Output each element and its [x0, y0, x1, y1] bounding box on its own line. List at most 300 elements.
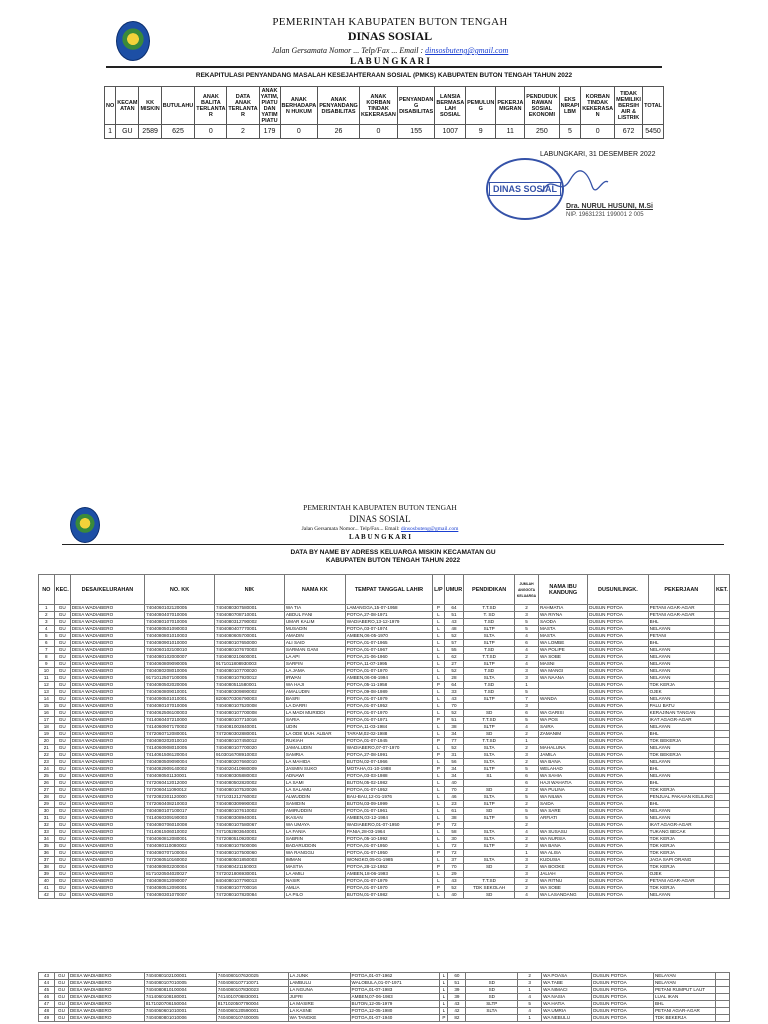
- table-cell: WA SOBE: [538, 654, 587, 661]
- table-cell: TDK BEKERJA: [648, 738, 714, 745]
- table-cell: 29: [444, 871, 464, 878]
- table-cell: SLTP: [464, 626, 515, 633]
- table-cell: 2: [515, 864, 539, 871]
- table-cell: DESA WADIABERO: [68, 994, 144, 1001]
- table-cell: 42: [39, 892, 55, 899]
- table-cell: POTOA,03-07-1974: [345, 626, 432, 633]
- table-cell: GU: [54, 640, 70, 647]
- table-cell: 7404080810100004: [144, 987, 216, 994]
- table-cell: 7472060510160002: [145, 857, 215, 864]
- table-cell: T.SD: [464, 668, 515, 675]
- table-cell: POTOA,12-05-1980: [350, 1008, 440, 1015]
- table-cell: [466, 1015, 518, 1022]
- table-cell: SD: [464, 787, 515, 794]
- agency-address-2: Jalan Gersamata Nomor... Telp/Fax... Email: dinsosbuteng@gmail.com: [301, 526, 459, 532]
- table-cell: POTOA,01-07-1979: [345, 696, 432, 703]
- signature-svg: [540, 170, 610, 200]
- table-cell: WA UMRIA: [542, 1008, 592, 1015]
- table-cell: POTOA,05-10-1992: [345, 836, 432, 843]
- table-cell: LA ODE MUH. ALBAR: [284, 731, 345, 738]
- table-cell: L: [433, 626, 445, 633]
- table-cell: [715, 973, 729, 980]
- table-cell: DESA WADIABERO: [70, 843, 144, 850]
- table-cell: 40: [39, 878, 55, 885]
- table-cell: 1: [515, 682, 539, 689]
- table-cell: 48: [39, 1008, 55, 1015]
- table-cell: 7404080501090003: [145, 626, 215, 633]
- table-cell: T.T.SD: [464, 717, 515, 724]
- table-cell: NELAYAN: [648, 759, 714, 766]
- table-cell: ALI SAID: [284, 640, 345, 647]
- table-row: [39, 815, 730, 822]
- table-cell: 1: [518, 1015, 542, 1022]
- table-cell: RUKIAH: [284, 738, 345, 745]
- table-cell: 7404080512090001: [145, 885, 215, 892]
- table-cell: GU: [54, 675, 70, 682]
- table-cell: 7472082301120000: [145, 794, 215, 801]
- table-row: [39, 661, 730, 668]
- table-cell: 38: [444, 724, 464, 731]
- table-cell: [715, 1008, 729, 1015]
- table-cell: 46: [39, 994, 55, 1001]
- table-cell: LA PILO: [284, 892, 345, 899]
- table-cell: DUSUN POTOA: [588, 836, 649, 843]
- table-row: [39, 1001, 730, 1008]
- table-cell: ADNAWI: [284, 773, 345, 780]
- table-cell: 43: [39, 973, 55, 980]
- recap-col-header: ANAK BALITA TERLANTA R: [195, 87, 227, 125]
- table-cell: GU: [54, 647, 70, 654]
- table-cell: WADIABERO,13-12-1979: [345, 619, 432, 626]
- table-cell: 7404060102120005: [145, 605, 215, 612]
- table-cell: 7404080207660010: [214, 759, 284, 766]
- table-cell: 7404082909140002: [145, 766, 215, 773]
- table-cell: 52: [444, 745, 464, 752]
- table-cell: DUSUN POTOA: [588, 640, 649, 647]
- table-cell: 7404080812090007: [145, 878, 215, 885]
- recap-cell: 0: [280, 125, 318, 139]
- table-cell: KUDUSIA: [538, 857, 587, 864]
- table-cell: 3: [515, 668, 539, 675]
- table-cell: 7404080210600001: [214, 654, 284, 661]
- table-cell: 7404080107700020: [214, 668, 284, 675]
- table-cell: DESA WADIABERO: [70, 640, 144, 647]
- gov-name: PEMERINTAH KABUPATEN BUTON TENGAH: [272, 16, 508, 28]
- table-cell: POTOA,01-07-1945: [345, 738, 432, 745]
- table-cell: PETANI AGAR-AGAR: [648, 605, 714, 612]
- table-cell: DUSUN POTOA: [588, 612, 649, 619]
- table-cell: DESA WADIABERO: [70, 766, 144, 773]
- table-cell: 3: [515, 857, 539, 864]
- table-cell: 6: [515, 773, 539, 780]
- table-cell: 7414060908010005: [145, 745, 215, 752]
- table-cell: GU: [54, 1001, 68, 1008]
- table-cell: 7404080107100017: [145, 808, 215, 815]
- table-cell: DUSUN POTOA: [588, 626, 649, 633]
- table-cell: [466, 973, 518, 980]
- table-row: [39, 878, 730, 885]
- table-cell: 64: [444, 682, 464, 689]
- table-cell: GU: [54, 885, 70, 892]
- table-cell: JUFRI: [288, 994, 350, 1001]
- table-row: [39, 836, 730, 843]
- table-cell: DESA WADIABERO: [68, 1015, 144, 1022]
- table-cell: 70: [444, 787, 464, 794]
- agency-name-2: DINAS SOSIAL: [349, 514, 411, 524]
- table-cell: DUSUN POTOA: [588, 745, 649, 752]
- table-cell: GU: [54, 808, 70, 815]
- table-cell: [538, 682, 587, 689]
- table-cell: WA MANGI: [538, 668, 587, 675]
- table-cell: LA SAMI: [284, 780, 345, 787]
- table-cell: DESA WADIABERO: [70, 668, 144, 675]
- table-cell: DESA WADIABERO: [70, 808, 144, 815]
- table-cell: GU: [54, 815, 70, 822]
- table-cell: WA NEBULU: [542, 1015, 592, 1022]
- table-cell: GU: [54, 829, 70, 836]
- table-cell: [715, 843, 730, 850]
- table-cell: 5: [39, 633, 55, 640]
- table-cell: DESA WADIABERO: [70, 780, 144, 787]
- table-cell: S1: [464, 773, 515, 780]
- table-cell: DESA WADIABERO: [68, 1001, 144, 1008]
- table-cell: [715, 822, 730, 829]
- table-cell: DUSUN POTOA: [588, 843, 649, 850]
- table-cell: IKAT AGAGR-AGAR: [648, 822, 714, 829]
- table-cell: 56: [444, 759, 464, 766]
- table-cell: GU: [54, 633, 70, 640]
- table-cell: 7404080707100004: [145, 850, 215, 857]
- table-cell: [715, 619, 730, 626]
- table-cell: 7404060809010001: [145, 689, 215, 696]
- table-cell: AMLIA: [284, 885, 345, 892]
- table-cell: 20: [39, 738, 55, 745]
- table-cell: WA LASANDANG: [538, 892, 587, 899]
- table-row: [39, 731, 730, 738]
- table-cell: DESA WADIABERO: [70, 829, 144, 836]
- table-cell: DUSUN POTOA: [588, 752, 649, 759]
- table-cell: L: [433, 703, 445, 710]
- table-row: [39, 703, 730, 710]
- recap-col-header: ANAK BERHADAPA N HUKUM: [280, 87, 318, 125]
- table-cell: WA RITNU: [538, 878, 587, 885]
- table-cell: 4: [515, 647, 539, 654]
- table-cell: WA RIYNA: [538, 612, 587, 619]
- table-cell: [715, 675, 730, 682]
- table-cell: P: [433, 605, 445, 612]
- table-cell: 7414060407210000: [145, 717, 215, 724]
- table-cell: 7404080312790002: [214, 619, 284, 626]
- table-cell: DESA WADIABERO: [68, 987, 144, 994]
- table-cell: 49: [39, 1015, 55, 1022]
- table-cell: L: [433, 843, 445, 850]
- table-cell: POTOA,01-07-1952: [345, 703, 432, 710]
- table-cell: 7472060412012000: [145, 780, 215, 787]
- table-cell: L: [440, 994, 448, 1001]
- table-cell: NELAYAN: [648, 661, 714, 668]
- table-cell: 34: [444, 766, 464, 773]
- recap-cell: 672: [615, 125, 643, 139]
- table-cell: [715, 892, 730, 899]
- table-row: [39, 605, 730, 612]
- table-cell: WA TIA: [284, 605, 345, 612]
- table-cell: GU: [54, 773, 70, 780]
- table-cell: WA TANGKE: [288, 1015, 350, 1022]
- table-cell: L: [433, 829, 445, 836]
- table-cell: 34: [39, 836, 55, 843]
- table-cell: 7404080107520026: [214, 787, 284, 794]
- table-cell: DUSUN POTOA: [588, 675, 649, 682]
- table-cell: 77: [444, 738, 464, 745]
- table-cell: DESA WADIABERO: [70, 654, 144, 661]
- table-cell: 3: [515, 752, 539, 759]
- table-cell: 34: [444, 731, 464, 738]
- table-cell: 7414060309190003: [145, 815, 215, 822]
- table-cell: SLTA: [464, 745, 515, 752]
- table-cell: LA FANIA: [284, 829, 345, 836]
- table-cell: 7414010706830001: [216, 994, 288, 1001]
- table-cell: [715, 801, 730, 808]
- table-cell: AMBEN,03-12-1984: [345, 815, 432, 822]
- table-cell: 7404080107450012: [214, 738, 284, 745]
- table-cell: [715, 994, 729, 1001]
- table-row: [39, 780, 730, 787]
- table-cell: WA SUSASU: [538, 829, 587, 836]
- table-cell: TDK KERJA: [648, 864, 714, 871]
- table-cell: IMMAN: [284, 857, 345, 864]
- table-cell: 70: [444, 703, 464, 710]
- table-cell: 4: [39, 626, 55, 633]
- table-cell: 5: [518, 1001, 542, 1008]
- table-cell: 25: [39, 773, 55, 780]
- table-cell: [715, 808, 730, 815]
- table-cell: WA NILWA: [538, 794, 587, 801]
- table-cell: [715, 787, 730, 794]
- table-cell: 2: [515, 731, 539, 738]
- table-cell: 39: [448, 994, 466, 1001]
- table-cell: 7472060411090012: [145, 787, 215, 794]
- table-cell: 7404080107700020: [214, 745, 284, 752]
- table-cell: 7404080107830023: [216, 987, 288, 994]
- table-cell: GU: [54, 689, 70, 696]
- table-cell: 7404080307580001: [214, 605, 284, 612]
- table-cell: 7404080511580001: [214, 682, 284, 689]
- table-cell: 82: [448, 1015, 466, 1022]
- table-cell: NELAYAN: [648, 808, 714, 815]
- table-cell: 7404020410980009: [214, 766, 284, 773]
- table-cell: POTOA,01-07-1970: [345, 710, 432, 717]
- table-cell: WA NASIA: [542, 994, 592, 1001]
- table-cell: [715, 829, 730, 836]
- table-cell: DESA WADIABERO: [68, 1008, 144, 1015]
- table-row: [39, 987, 730, 994]
- table-cell: 72: [444, 850, 464, 857]
- table-cell: 4: [515, 633, 539, 640]
- table-cell: GU: [54, 752, 70, 759]
- table-cell: 52: [444, 710, 464, 717]
- table-cell: P: [433, 738, 445, 745]
- table-row: [39, 689, 730, 696]
- table-cell: DESA WADIABERO: [70, 857, 144, 864]
- table-cell: 39: [39, 871, 55, 878]
- table-cell: 7404080308940001: [214, 815, 284, 822]
- table-cell: DESA WADIABERO: [70, 661, 144, 668]
- table-cell: DESA WADIABERO: [70, 850, 144, 857]
- table-cell: DESA WADIABERO: [70, 885, 144, 892]
- table-cell: [715, 724, 730, 731]
- table-cell: GU: [54, 717, 70, 724]
- table-cell: 3: [515, 871, 539, 878]
- table-cell: 38: [39, 864, 55, 871]
- table-cell: DESA WADIABERO: [70, 801, 144, 808]
- table-cell: [715, 689, 730, 696]
- table-cell: 8171020507790004: [216, 1001, 288, 1008]
- table-row: [39, 619, 730, 626]
- table-cell: POTOA,01-07-1967: [345, 647, 432, 654]
- city-name: L A B U N G K A R I: [350, 56, 430, 66]
- table-cell: L: [433, 745, 445, 752]
- table-cell: BHL: [648, 766, 714, 773]
- table-cell: 7404080802200004: [145, 864, 215, 871]
- table-cell: [464, 780, 515, 787]
- table-cell: GU: [54, 871, 70, 878]
- table-row: [39, 633, 730, 640]
- table-cell: [715, 626, 730, 633]
- table-cell: 31: [444, 752, 464, 759]
- table-cell: 8171020504020027: [145, 871, 215, 878]
- header-divider: [106, 66, 662, 68]
- table-cell: 28: [444, 675, 464, 682]
- recap-cell: 155: [397, 125, 434, 139]
- table-cell: WA BOOKE: [538, 864, 587, 871]
- recap-cell: 9: [466, 125, 496, 139]
- table-cell: [715, 682, 730, 689]
- table-cell: L: [433, 661, 445, 668]
- table-cell: 40: [444, 892, 464, 899]
- table-cell: L: [433, 640, 445, 647]
- table-cell: 7404080801010003: [145, 633, 215, 640]
- table-cell: 16: [39, 710, 55, 717]
- table-cell: L: [433, 619, 445, 626]
- table-row: [39, 794, 730, 801]
- table-cell: PANIA,28-03-1964: [345, 829, 432, 836]
- signature-scribble: [540, 170, 610, 200]
- table-cell: POTOA,01-07-1971: [345, 717, 432, 724]
- table-cell: AMBEN,18-06-1993: [345, 871, 432, 878]
- table-cell: 19: [39, 731, 55, 738]
- table-cell: NELAYAN: [648, 647, 714, 654]
- table-cell: POTOA,05-11-1958: [345, 682, 432, 689]
- table-cell: 52: [444, 633, 464, 640]
- data-col-header: KET.: [715, 575, 730, 605]
- table-cell: LA API: [284, 654, 345, 661]
- table-cell: [715, 780, 730, 787]
- table-cell: L: [433, 724, 445, 731]
- table-cell: TDK KERJA: [648, 885, 714, 892]
- table-cell: 5: [515, 717, 539, 724]
- table-cell: SLTP: [464, 696, 515, 703]
- table-cell: DUSUN POTOA: [588, 766, 649, 773]
- table-cell: SARFIN: [284, 661, 345, 668]
- table-cell: GU: [54, 703, 70, 710]
- signature-date: LABUNGKARI, 31 DESEMBER 2022: [540, 151, 656, 158]
- table-cell: [464, 850, 515, 857]
- table-cell: BUTON,02-07-1966: [345, 759, 432, 766]
- table-cell: 8171020706150004: [144, 1001, 216, 1008]
- table-cell: 7404080501130001: [145, 773, 215, 780]
- table-cell: SLTA: [464, 857, 515, 864]
- table-cell: [715, 836, 730, 843]
- table-cell: 30: [444, 836, 464, 843]
- table-cell: NELAYAN: [648, 724, 714, 731]
- table-cell: 7472080510920002: [214, 836, 284, 843]
- table-cell: DESA WADIABERO: [70, 703, 144, 710]
- table-cell: 7414061506010002: [145, 829, 215, 836]
- table-cell: 1: [39, 605, 55, 612]
- table-cell: DUSUN POTOA: [588, 857, 649, 864]
- table-cell: NELAYAN: [648, 892, 714, 899]
- table-cell: 7404080120590001: [216, 1008, 288, 1015]
- table-cell: NELAYAN: [648, 773, 714, 780]
- table-cell: BHL: [648, 801, 714, 808]
- table-cell: DESA WADIABERO: [70, 612, 144, 619]
- table-cell: BUTON,03-09-1999: [345, 801, 432, 808]
- table-cell: WA NAANA: [538, 675, 587, 682]
- email-link[interactable]: dinsosbuteng@gmail.com: [425, 46, 509, 55]
- table-cell: PETANI RUMPUT LAUT: [653, 987, 715, 994]
- table-cell: 7472060302880001: [214, 731, 284, 738]
- table-row: [39, 994, 730, 1001]
- table-cell: DESA WADIABERO: [70, 871, 144, 878]
- table-cell: DUSUN POTOA: [588, 717, 649, 724]
- table-cell: 39: [448, 987, 466, 994]
- recap-col-header: TOTAL: [643, 87, 664, 125]
- table-cell: 34: [444, 773, 464, 780]
- email-link-2[interactable]: dinsosbuteng@gmail.com: [400, 526, 459, 532]
- table-cell: MASTA: [538, 633, 587, 640]
- recap-cell: 179: [259, 125, 280, 139]
- table-cell: JASMIN SUKO: [284, 766, 345, 773]
- recap-cell: 5450: [643, 125, 664, 139]
- table-cell: [715, 752, 730, 759]
- table-cell: BAU-BAU,12-01-1976: [345, 794, 432, 801]
- recap-col-header: PEKERJA MIGRAN: [496, 87, 525, 125]
- table-cell: T.T.SD: [464, 878, 515, 885]
- table-cell: NELAYAN: [648, 675, 714, 682]
- table-cell: [715, 980, 729, 987]
- table-cell: WA HATIA: [542, 1001, 592, 1008]
- table-cell: L: [433, 857, 445, 864]
- table-cell: 7404080202010010: [145, 738, 215, 745]
- table-cell: 2: [515, 843, 539, 850]
- table-row: [39, 668, 730, 675]
- table-row: [39, 724, 730, 731]
- table-cell: 5: [515, 815, 539, 822]
- table-row: [39, 822, 730, 829]
- table-cell: 6: [39, 640, 55, 647]
- table-cell: WA NURSIA: [538, 836, 587, 843]
- table-cell: DUSUN POTOA: [588, 787, 649, 794]
- table-cell: LUAL IKAN: [653, 994, 715, 1001]
- table-cell: 46: [444, 794, 464, 801]
- table-cell: POTOA,11-03-1984: [345, 724, 432, 731]
- table-cell: L: [433, 731, 445, 738]
- table-cell: GU: [54, 801, 70, 808]
- table-cell: 4: [518, 1008, 542, 1015]
- table-cell: POTOA,21-06-1960: [345, 654, 432, 661]
- table-cell: T.T.SD: [464, 654, 515, 661]
- table-cell: DESA WADIABERO: [70, 633, 144, 640]
